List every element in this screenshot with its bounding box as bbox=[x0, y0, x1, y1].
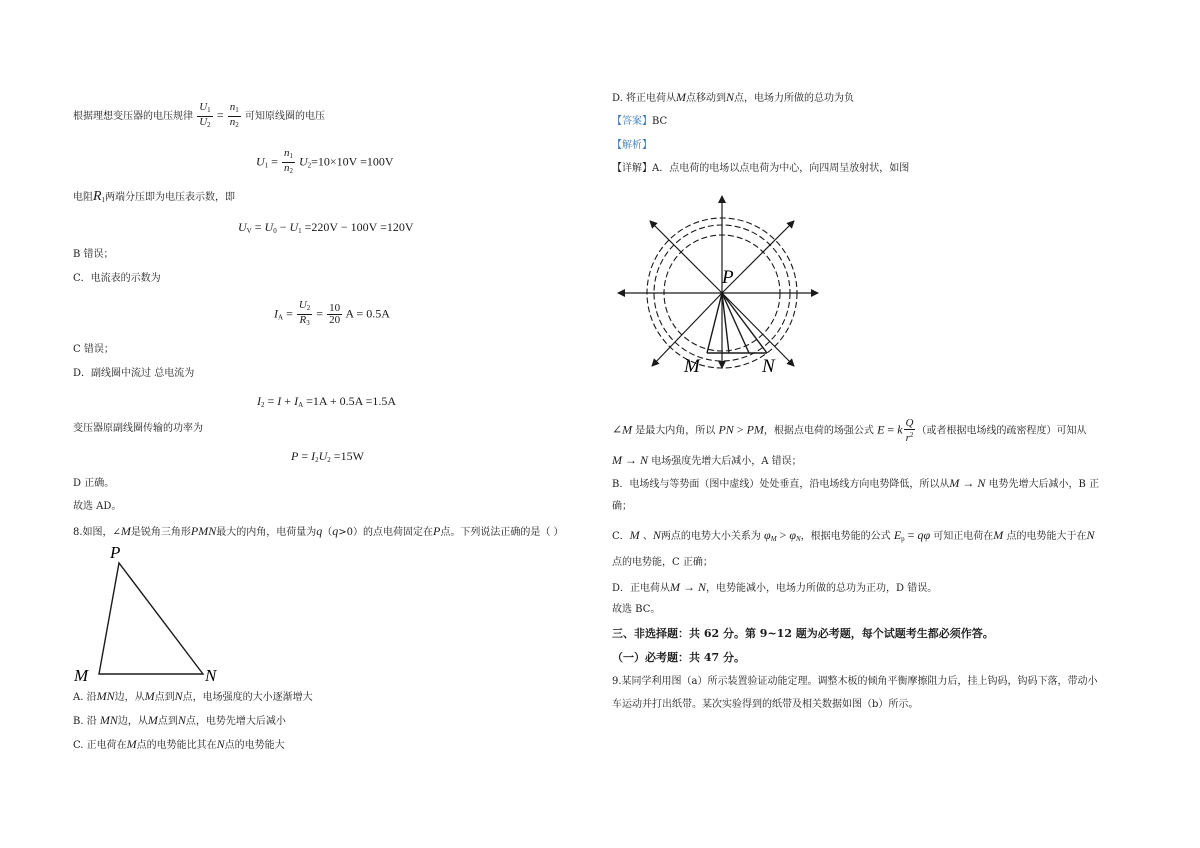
text-answer-ad: 故选 AD。 bbox=[73, 501, 122, 512]
equation-u1: $U_1$ = $\frac{n_1}{n_2}$ $U_2=10\times 10V =100V$ bbox=[256, 147, 394, 175]
detail-c-line1: C．M 、N两点的电势大小关系为 $\varphi_M > \varphi_N$，根据电势能的公式 $E_p = q\varphi$ 可知正电荷在M 点的电势能大于在N bbox=[612, 528, 1095, 543]
field-label-m: M bbox=[684, 356, 700, 377]
fraction-u1-u2: $\frac{U_1}{U_2}$ bbox=[199, 101, 211, 129]
section-3-heading: 三、非选择题：共 62 分。第 9~12 题为必考题，每个试题考生都必须作答。 bbox=[612, 627, 994, 640]
field-label-n: N bbox=[762, 356, 775, 377]
detail-d-line: D．正电荷从M → N，电势能减小，电场力所做的总功为正功，D 错误。 bbox=[612, 580, 938, 594]
field-label-p: P bbox=[722, 267, 734, 288]
detail-b-line1: B．电场线与等势面（图中虚线）处处垂直，沿电场线方向电势降低，所以从M → N 电势先增大后减小，B 正 bbox=[612, 476, 1100, 490]
paragraph-voltage-rule: 根据理想变压器的电压规律 $\frac{U_1}{U_2}$ = $\frac{n_1}{n_2}$ 可知原线圈的电压 bbox=[73, 101, 325, 129]
option-b: B. 沿 MN边，从M点到N点，电势先增大后减小 bbox=[73, 713, 286, 727]
question-8-stem: 8.如图，∠M是锐角三角形PMN最大的内角，电荷量为q（q>0）的点电荷固定在P点。下列说法正确的是（ ） bbox=[73, 524, 564, 538]
text-d-intro: D．副线圈中流过 总电流为 bbox=[73, 368, 195, 379]
equation-i2: $I_2 = I + I_A =1A + 0.5A =1.5A$ bbox=[257, 394, 397, 409]
text-c-intro: C．电流表的示数为 bbox=[73, 273, 161, 284]
vertex-label-n: N bbox=[205, 666, 217, 685]
triangle-pmn-figure bbox=[70, 540, 230, 685]
question-9-line1: 9.某同学利用图（a）所示装置验证动能定理。调整木板的倾角平衡摩擦阻力后，挂上钩码，钩码下落，带动小 bbox=[612, 676, 1098, 687]
option-a: A. 沿MN边，从M点到N点，电场强度的大小逐渐增大 bbox=[73, 689, 313, 703]
text-power-intro: 变压器原副线圈传输的功率为 bbox=[73, 423, 203, 434]
radial-field-figure bbox=[612, 190, 827, 380]
equation-ia: $I_A$ = $\frac{U_2}{R_3}$ = $\frac{10}{20}$ A = 0.5A bbox=[274, 299, 390, 327]
vertex-label-m: M bbox=[74, 666, 89, 685]
detail-a-conclusion: M → N 电场强度先增大后减小，A 错误； bbox=[612, 453, 802, 467]
vertex-label-p: P bbox=[110, 543, 121, 562]
detail-intro: 【详解】A．点电荷的电场以点电荷为中心，向四周呈放射状，如图 bbox=[612, 163, 910, 174]
section-3-1-heading: （一）必考题：共 47 分。 bbox=[612, 651, 745, 664]
triangle-outline bbox=[99, 563, 203, 674]
text-b-wrong: B 错误； bbox=[73, 249, 114, 260]
detail-c-line2: 点的电势能，C 正确； bbox=[612, 557, 713, 568]
text-answer-bc: 故选 BC。 bbox=[612, 604, 661, 615]
equation-power: $P = I_2U_2 =15W$ bbox=[291, 449, 364, 464]
analysis-label: 【解析】 bbox=[612, 140, 652, 151]
triangle-pmn-in-field bbox=[707, 293, 767, 353]
paragraph-r1-voltage: 电阻$R_1$两端分压即为电压表示数，即 bbox=[73, 189, 236, 204]
question-9-line2: 车运动并打出纸带。某次实验得到的纸带及相关数据如图（b）所示。 bbox=[612, 699, 919, 710]
fraction-n1-n2: $\frac{n_1}{n_2}$ bbox=[229, 101, 239, 129]
detail-angle-line: ∠M 是最大内角，所以 PN > PM，根据点电荷的场强公式 E = k $\frac{Q}{r^2}$ （或者根据电场线的疏密程度）可知从 bbox=[612, 417, 1087, 444]
equation-uv: $U_V = U_0 - U_1 =220V - 100V =120V$ bbox=[238, 220, 414, 235]
answer-line: 【答案】BC bbox=[612, 116, 668, 127]
text-c-wrong: C 错误； bbox=[73, 344, 114, 355]
detail-b-line2: 确； bbox=[612, 501, 632, 512]
option-c: C. 正电荷在M点的电势能比其在N点的电势能大 bbox=[73, 737, 285, 751]
option-d: D. 将正电荷从M点移动到N点，电场力所做的总功为负 bbox=[612, 90, 855, 104]
text-d-right: D 正确。 bbox=[73, 478, 115, 489]
